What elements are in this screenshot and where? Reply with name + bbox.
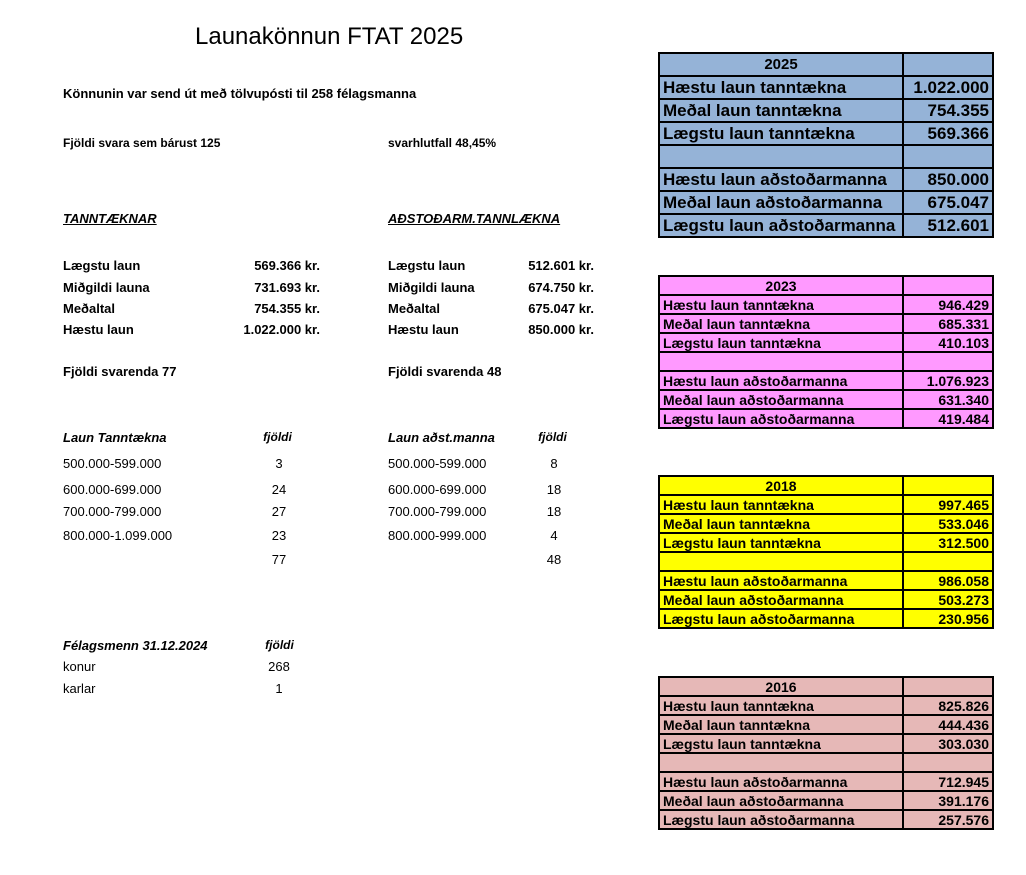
row-label: Lægstu laun aðstoðarmanna — [659, 810, 903, 829]
row-label — [659, 753, 903, 772]
row-label — [659, 552, 903, 571]
row-value: 675.047 — [903, 191, 993, 214]
adstodarm-respondents: Fjöldi svarenda 48 — [388, 364, 502, 379]
stat-value: 731.693 kr. — [254, 280, 320, 295]
row-value: 230.956 — [903, 609, 993, 628]
members-row-count: 1 — [275, 681, 283, 696]
year-header: 2023 — [659, 276, 903, 295]
row-value: 503.273 — [903, 590, 993, 609]
row-value: 712.945 — [903, 772, 993, 791]
row-value: 569.366 — [903, 122, 993, 145]
row-label: Hæstu laun aðstoðarmanna — [659, 571, 903, 590]
row-label: Lægstu laun aðstoðarmanna — [659, 214, 903, 237]
row-label: Hæstu laun tanntækna — [659, 76, 903, 99]
dist-count: 24 — [271, 482, 287, 497]
row-value: 391.176 — [903, 791, 993, 810]
row-value — [903, 145, 993, 168]
row-label: Hæstu laun aðstoðarmanna — [659, 371, 903, 390]
count-heading: fjöldi — [538, 430, 567, 444]
dist-count: 18 — [546, 504, 562, 519]
response-rate-text: svarhlutfall 48,45% — [388, 136, 497, 150]
row-label: Meðal laun tanntækna — [659, 715, 903, 734]
dist-range: 500.000-599.000 — [388, 456, 487, 471]
row-label: Meðal laun aðstoðarmanna — [659, 590, 903, 609]
dist-range: 700.000-799.000 — [63, 504, 162, 519]
row-value: 1.076.923 — [903, 371, 993, 390]
page-title: Launakönnun FTAT 2025 — [195, 23, 464, 50]
responses-text: Fjöldi svara sem bárust 125 — [63, 136, 221, 150]
row-label: Lægstu laun tanntækna — [659, 122, 903, 145]
row-value: 631.340 — [903, 390, 993, 409]
members-heading: Félagsmenn 31.12.2024 — [63, 638, 208, 653]
row-label: Meðal laun aðstoðarmanna — [659, 390, 903, 409]
row-value: 533.046 — [903, 514, 993, 533]
stat-value: 512.601 kr. — [528, 258, 594, 273]
row-label: Hæstu laun tanntækna — [659, 696, 903, 715]
adstodarm-dist-heading: Laun aðst.manna — [388, 430, 495, 445]
row-label: Meðal laun tanntækna — [659, 514, 903, 533]
stat-value: 674.750 kr. — [528, 280, 594, 295]
row-value: 685.331 — [903, 314, 993, 333]
dist-range: 800.000-1.099.000 — [63, 528, 173, 543]
row-label: Meðal laun tanntækna — [659, 314, 903, 333]
tanntaeknar-dist-heading: Laun Tanntækna — [63, 430, 167, 445]
row-value: 419.484 — [903, 409, 993, 428]
adstodarm-heading: AÐSTOÐARM.TANNLÆKNA — [388, 211, 561, 226]
summary-table-2025 — [658, 52, 994, 238]
year-header: 2016 — [659, 677, 903, 696]
row-label: Meðal laun tanntækna — [659, 99, 903, 122]
row-label: Hæstu laun tanntækna — [659, 295, 903, 314]
dist-count: 18 — [546, 482, 562, 497]
dist-count: 8 — [550, 456, 558, 471]
stat-label: Miðgildi launa — [388, 280, 475, 295]
row-label: Lægstu laun tanntækna — [659, 533, 903, 552]
row-value: 850.000 — [903, 168, 993, 191]
stat-label: Meðaltal — [388, 301, 441, 316]
row-label: Hæstu laun aðstoðarmanna — [659, 772, 903, 791]
row-value: 312.500 — [903, 533, 993, 552]
summary-table-2023 — [658, 275, 994, 429]
dist-total: 77 — [271, 552, 287, 567]
year-header: 2025 — [659, 53, 903, 76]
stat-value: 675.047 kr. — [528, 301, 594, 316]
members-count-heading: fjöldi — [265, 638, 294, 652]
dist-count: 3 — [275, 456, 283, 471]
dist-range: 600.000-699.000 — [388, 482, 487, 497]
stat-label: Meðaltal — [63, 301, 116, 316]
dist-range: 700.000-799.000 — [388, 504, 487, 519]
intro-text: Könnunin var send út með tölvupósti til 258 félagsmanna — [63, 86, 417, 101]
dist-range: 800.000-999.000 — [388, 528, 487, 543]
row-value: 444.436 — [903, 715, 993, 734]
stat-label: Lægstu laun — [63, 258, 141, 273]
row-value: 825.826 — [903, 696, 993, 715]
stat-label: Lægstu laun — [388, 258, 466, 273]
row-value: 997.465 — [903, 495, 993, 514]
members-row-label: karlar — [63, 681, 96, 696]
row-label: Lægstu laun tanntækna — [659, 734, 903, 753]
stat-label: Hæstu laun — [388, 322, 459, 337]
stat-value: 850.000 kr. — [528, 322, 594, 337]
row-label — [659, 352, 903, 371]
members-row-label: konur — [63, 659, 96, 674]
row-value: 512.601 — [903, 214, 993, 237]
row-label: Meðal laun aðstoðarmanna — [659, 191, 903, 214]
dist-total: 48 — [546, 552, 562, 567]
row-value: 946.429 — [903, 295, 993, 314]
stat-value: 569.366 kr. — [254, 258, 320, 273]
row-value — [903, 352, 993, 371]
row-value: 986.058 — [903, 571, 993, 590]
row-value: 257.576 — [903, 810, 993, 829]
stat-value: 754.355 kr. — [254, 301, 320, 316]
year-header: 2018 — [659, 476, 903, 495]
row-value: 410.103 — [903, 333, 993, 352]
row-value: 1.022.000 — [903, 76, 993, 99]
row-value: 754.355 — [903, 99, 993, 122]
stat-label: Miðgildi launa — [63, 280, 150, 295]
row-value — [903, 552, 993, 571]
row-label: Lægstu laun tanntækna — [659, 333, 903, 352]
row-value — [903, 753, 993, 772]
row-value: 303.030 — [903, 734, 993, 753]
row-label — [659, 145, 903, 168]
stat-label: Hæstu laun — [63, 322, 134, 337]
row-label: Meðal laun aðstoðarmanna — [659, 791, 903, 810]
dist-count: 27 — [271, 504, 287, 519]
stat-value: 1.022.000 kr. — [243, 322, 320, 337]
tanntaeknar-heading: TANNTÆKNAR — [63, 211, 157, 226]
members-row-count: 268 — [268, 659, 290, 674]
summary-table-2016 — [658, 676, 994, 830]
row-label: Lægstu laun aðstoðarmanna — [659, 609, 903, 628]
count-heading: fjöldi — [263, 430, 292, 444]
tanntaeknar-respondents: Fjöldi svarenda 77 — [63, 364, 177, 379]
dist-count: 23 — [271, 528, 287, 543]
row-label: Hæstu laun aðstoðarmanna — [659, 168, 903, 191]
summary-table-2018 — [658, 475, 994, 629]
dist-range: 600.000-699.000 — [63, 482, 162, 497]
row-label: Lægstu laun aðstoðarmanna — [659, 409, 903, 428]
dist-count: 4 — [550, 528, 558, 543]
row-label: Hæstu laun tanntækna — [659, 495, 903, 514]
dist-range: 500.000-599.000 — [63, 456, 162, 471]
